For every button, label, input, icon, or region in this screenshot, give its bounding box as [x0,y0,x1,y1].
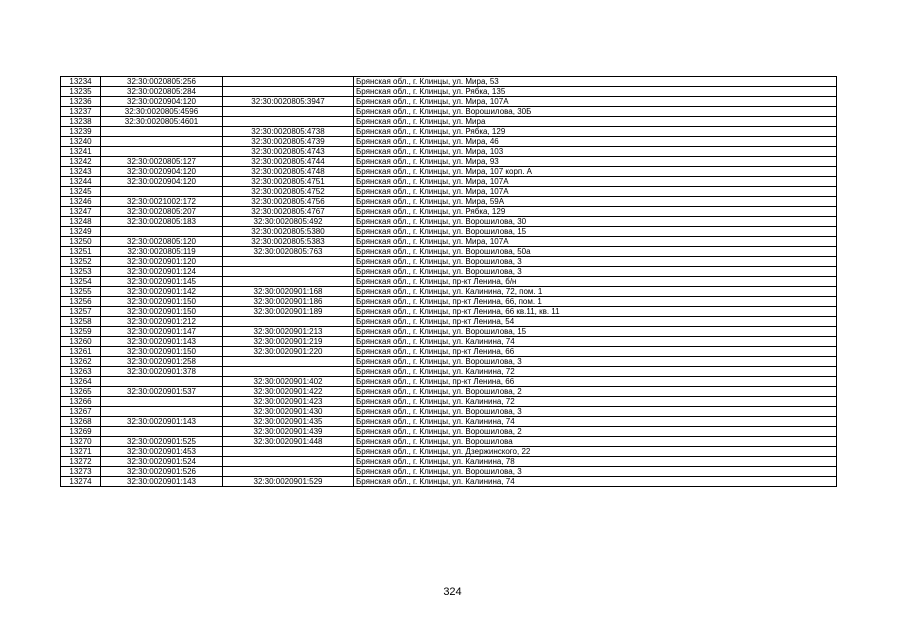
table-row [61,427,837,437]
address-cell: Брянская обл., г. Клинцы, пр-кт Ленина, 54 [354,317,837,327]
cadastral-number-cell [101,397,223,407]
table-row [61,167,837,177]
cadastral-number-cell: 32:30:0020901:143 [101,337,223,347]
address-cell: Брянская обл., г. Клинцы, ул. Ворошилова, 30Б [354,107,837,117]
related-cadastral-number-cell [223,77,354,87]
row-number-cell: 13238 [61,117,101,127]
cadastral-number-cell: 32:30:0020805:284 [101,87,223,97]
table-row [61,467,837,477]
table-row [61,147,837,157]
related-cadastral-number-cell [223,457,354,467]
related-cadastral-number-cell: 32:30:0020805:492 [223,217,354,227]
table-row [61,357,837,367]
related-cadastral-number-cell: 32:30:0020901:448 [223,437,354,447]
related-cadastral-number-cell: 32:30:0020901:186 [223,297,354,307]
related-cadastral-number-cell [223,447,354,457]
address-cell: Брянская обл., г. Клинцы, ул. Ворошилова [354,437,837,447]
related-cadastral-number-cell: 32:30:0020901:430 [223,407,354,417]
table-row [61,107,837,117]
cadastral-number-cell: 32:30:0020805:4596 [101,107,223,117]
row-number-cell: 13263 [61,367,101,377]
table-row [61,387,837,397]
address-cell: Брянская обл., г. Клинцы, ул. Мира, 93 [354,157,837,167]
address-cell: Брянская обл., г. Клинцы, ул. Рябка, 129 [354,127,837,137]
register-body [61,77,837,487]
related-cadastral-number-cell [223,107,354,117]
table-row [61,317,837,327]
address-cell: Брянская обл., г. Клинцы, ул. Рябка, 135 [354,87,837,97]
table-row [61,277,837,287]
cadastral-number-cell: 32:30:0020901:453 [101,447,223,457]
cadastral-number-cell [101,137,223,147]
cadastral-number-cell: 32:30:0020901:143 [101,417,223,427]
cadastral-number-cell [101,227,223,237]
row-number-cell: 13246 [61,197,101,207]
row-number-cell: 13270 [61,437,101,447]
related-cadastral-number-cell: 32:30:0020805:3947 [223,97,354,107]
table-row [61,307,837,317]
row-number-cell: 13258 [61,317,101,327]
row-number-cell: 13241 [61,147,101,157]
related-cadastral-number-cell: 32:30:0020901:168 [223,287,354,297]
cadastral-number-cell: 32:30:0020805:207 [101,207,223,217]
table-row [61,407,837,417]
address-cell: Брянская обл., г. Клинцы, ул. Мира, 59А [354,197,837,207]
related-cadastral-number-cell [223,317,354,327]
table-row [61,187,837,197]
related-cadastral-number-cell: 32:30:0020805:763 [223,247,354,257]
cadastral-number-cell: 32:30:0020901:150 [101,307,223,317]
address-cell: Брянская обл., г. Клинцы, ул. Калинина, 72 [354,397,837,407]
cadastral-number-cell: 32:30:0020805:4601 [101,117,223,127]
row-number-cell: 13257 [61,307,101,317]
related-cadastral-number-cell: 32:30:0020901:423 [223,397,354,407]
address-cell: Брянская обл., г. Клинцы, ул. Рябка, 129 [354,207,837,217]
row-number-cell: 13272 [61,457,101,467]
related-cadastral-number-cell: 32:30:0020805:4767 [223,207,354,217]
related-cadastral-number-cell: 32:30:0020901:189 [223,307,354,317]
table-row [61,217,837,227]
cadastral-number-cell: 32:30:0020901:526 [101,467,223,477]
address-cell: Брянская обл., г. Клинцы, ул. Калинина, 78 [354,457,837,467]
related-cadastral-number-cell: 32:30:0020901:219 [223,337,354,347]
cadastral-number-cell: 32:30:0020901:150 [101,347,223,357]
address-cell: Брянская обл., г. Клинцы, ул. Ворошилова, 3 [354,467,837,477]
row-number-cell: 13248 [61,217,101,227]
address-cell: Брянская обл., г. Клинцы, пр-кт Ленина, 66 кв.11, кв. 11 [354,307,837,317]
related-cadastral-number-cell [223,467,354,477]
cadastral-number-cell: 32:30:0020901:378 [101,367,223,377]
cadastral-number-cell: 32:30:0020901:145 [101,277,223,287]
row-number-cell: 13262 [61,357,101,367]
cadastral-number-cell: 32:30:0020901:212 [101,317,223,327]
row-number-cell: 13267 [61,407,101,417]
address-cell: Брянская обл., г. Клинцы, пр-кт Ленина, 66 [354,347,837,357]
table-row [61,87,837,97]
row-number-cell: 13234 [61,77,101,87]
table-row [61,97,837,107]
row-number-cell: 13247 [61,207,101,217]
table-row [61,457,837,467]
table-row [61,347,837,357]
address-cell: Брянская обл., г. Клинцы, ул. Мира, 53 [354,77,837,87]
related-cadastral-number-cell [223,277,354,287]
cadastral-number-cell: 32:30:0020904:120 [101,167,223,177]
related-cadastral-number-cell: 32:30:0020805:4751 [223,177,354,187]
address-cell: Брянская обл., г. Клинцы, ул. Ворошилова, 15 [354,327,837,337]
address-cell: Брянская обл., г. Клинцы, ул. Ворошилова, 3 [354,357,837,367]
row-number-cell: 13255 [61,287,101,297]
related-cadastral-number-cell: 32:30:0020901:439 [223,427,354,437]
row-number-cell: 13245 [61,187,101,197]
cadastral-number-cell [101,377,223,387]
row-number-cell: 13250 [61,237,101,247]
table-row [61,77,837,87]
address-cell: Брянская обл., г. Клинцы, ул. Мира, 107А [354,97,837,107]
table-row [61,397,837,407]
row-number-cell: 13236 [61,97,101,107]
row-number-cell: 13249 [61,227,101,237]
address-cell: Брянская обл., г. Клинцы, ул. Ворошилова, 15 [354,227,837,237]
cadastral-number-cell: 32:30:0020805:256 [101,77,223,87]
address-cell: Брянская обл., г. Клинцы, пр-кт Ленина, 66, пом. 1 [354,297,837,307]
cadastral-number-cell [101,187,223,197]
address-cell: Брянская обл., г. Клинцы, ул. Калинина, 74 [354,337,837,347]
related-cadastral-number-cell: 32:30:0020805:5383 [223,237,354,247]
cadastral-number-cell: 32:30:0020901:143 [101,477,223,487]
cadastral-number-cell: 32:30:0020901:150 [101,297,223,307]
table-row [61,227,837,237]
row-number-cell: 13235 [61,87,101,97]
row-number-cell: 13261 [61,347,101,357]
cadastral-number-cell: 32:30:0020901:537 [101,387,223,397]
cadastral-number-cell: 32:30:0020901:258 [101,357,223,367]
table-row [61,477,837,487]
related-cadastral-number-cell: 32:30:0020901:529 [223,477,354,487]
cadastral-number-cell: 32:30:0020901:120 [101,257,223,267]
cadastral-number-cell [101,127,223,137]
cadastral-number-cell: 32:30:0020805:120 [101,237,223,247]
table-row [61,137,837,147]
related-cadastral-number-cell [223,117,354,127]
related-cadastral-number-cell: 32:30:0020805:4738 [223,127,354,137]
related-cadastral-number-cell: 32:30:0020805:4743 [223,147,354,157]
table-row [61,297,837,307]
address-cell: Брянская обл., г. Клинцы, ул. Ворошилова, 3 [354,267,837,277]
cadastral-number-cell: 32:30:0020901:524 [101,457,223,467]
cadastral-number-cell [101,407,223,417]
address-cell: Брянская обл., г. Клинцы, ул. Калинина, 72 [354,367,837,377]
row-number-cell: 13244 [61,177,101,187]
table-row [61,127,837,137]
page-number: 324 [443,586,462,598]
row-number-cell: 13269 [61,427,101,437]
row-number-cell: 13239 [61,127,101,137]
address-cell: Брянская обл., г. Клинцы, ул. Ворошилова, 2 [354,387,837,397]
cadastral-number-cell: 32:30:0020805:119 [101,247,223,257]
register-table [60,76,837,487]
address-cell: Брянская обл., г. Клинцы, ул. Мира, 103 [354,147,837,157]
address-cell: Брянская обл., г. Клинцы, ул. Мира, 107А [354,237,837,247]
related-cadastral-number-cell: 32:30:0020805:4744 [223,157,354,167]
address-cell: Брянская обл., г. Клинцы, ул. Мира, 107А [354,187,837,197]
related-cadastral-number-cell: 32:30:0020805:4752 [223,187,354,197]
cadastral-number-cell: 32:30:0020901:124 [101,267,223,277]
table-row [61,157,837,167]
address-cell: Брянская обл., г. Клинцы, ул. Ворошилова, 3 [354,407,837,417]
related-cadastral-number-cell: 32:30:0020901:435 [223,417,354,427]
related-cadastral-number-cell [223,257,354,267]
row-number-cell: 13243 [61,167,101,177]
table-row [61,117,837,127]
related-cadastral-number-cell: 32:30:0020901:213 [223,327,354,337]
row-number-cell: 13273 [61,467,101,477]
row-number-cell: 13254 [61,277,101,287]
cadastral-number-cell [101,147,223,157]
related-cadastral-number-cell: 32:30:0020805:5380 [223,227,354,237]
cadastral-number-cell: 32:30:0020904:120 [101,177,223,187]
row-number-cell: 13271 [61,447,101,457]
row-number-cell: 13252 [61,257,101,267]
address-cell: Брянская обл., г. Клинцы, ул. Мира, 46 [354,137,837,147]
related-cadastral-number-cell: 32:30:0020805:4756 [223,197,354,207]
table-row [61,267,837,277]
row-number-cell: 13259 [61,327,101,337]
table-row [61,367,837,377]
cadastral-number-cell: 32:30:0020901:147 [101,327,223,337]
row-number-cell: 13251 [61,247,101,257]
cadastral-number-cell: 32:30:0020901:525 [101,437,223,447]
table-row [61,437,837,447]
row-number-cell: 13242 [61,157,101,167]
address-cell: Брянская обл., г. Клинцы, ул. Ворошилова, 2 [354,427,837,437]
address-cell: Брянская обл., г. Клинцы, ул. Калинина, 72, пом. 1 [354,287,837,297]
table-row [61,237,837,247]
related-cadastral-number-cell: 32:30:0020805:4739 [223,137,354,147]
related-cadastral-number-cell: 32:30:0020901:220 [223,347,354,357]
row-number-cell: 13253 [61,267,101,277]
row-number-cell: 13264 [61,377,101,387]
address-cell: Брянская обл., г. Клинцы, ул. Мира, 107 корп. А [354,167,837,177]
table-row [61,417,837,427]
address-cell: Брянская обл., г. Клинцы, пр-кт Ленина, б/н [354,277,837,287]
table-row [61,177,837,187]
related-cadastral-number-cell [223,357,354,367]
related-cadastral-number-cell [223,87,354,97]
table-row [61,287,837,297]
address-cell: Брянская обл., г. Клинцы, ул. Дзержинского, 22 [354,447,837,457]
related-cadastral-number-cell: 32:30:0020805:4748 [223,167,354,177]
cadastral-number-cell: 32:30:0020901:142 [101,287,223,297]
row-number-cell: 13274 [61,477,101,487]
row-number-cell: 13266 [61,397,101,407]
table-row [61,197,837,207]
row-number-cell: 13240 [61,137,101,147]
table-row [61,207,837,217]
related-cadastral-number-cell [223,267,354,277]
table-row [61,377,837,387]
address-cell: Брянская обл., г. Клинцы, ул. Ворошилова, 3 [354,257,837,267]
address-cell: Брянская обл., г. Клинцы, ул. Калинина, 74 [354,477,837,487]
cadastral-number-cell: 32:30:0020904:120 [101,97,223,107]
table-row [61,327,837,337]
address-cell: Брянская обл., г. Клинцы, ул. Мира, 107А [354,177,837,187]
row-number-cell: 13237 [61,107,101,117]
row-number-cell: 13265 [61,387,101,397]
related-cadastral-number-cell [223,367,354,377]
row-number-cell: 13256 [61,297,101,307]
address-cell: Брянская обл., г. Клинцы, ул. Мира [354,117,837,127]
table-row [61,257,837,267]
address-cell: Брянская обл., г. Клинцы, пр-кт Ленина, 66 [354,377,837,387]
address-cell: Брянская обл., г. Клинцы, ул. Ворошилова, 30 [354,217,837,227]
table-row [61,447,837,457]
cadastral-number-cell: 32:30:0020805:127 [101,157,223,167]
address-cell: Брянская обл., г. Клинцы, ул. Ворошилова, 50а [354,247,837,257]
cadastral-number-cell: 32:30:0021002:172 [101,197,223,207]
row-number-cell: 13268 [61,417,101,427]
related-cadastral-number-cell: 32:30:0020901:402 [223,377,354,387]
related-cadastral-number-cell: 32:30:0020901:422 [223,387,354,397]
row-number-cell: 13260 [61,337,101,347]
cadastral-number-cell: 32:30:0020805:183 [101,217,223,227]
table-row [61,337,837,347]
cadastral-number-cell [101,427,223,437]
address-cell: Брянская обл., г. Клинцы, ул. Калинина, 74 [354,417,837,427]
table-row [61,247,837,257]
